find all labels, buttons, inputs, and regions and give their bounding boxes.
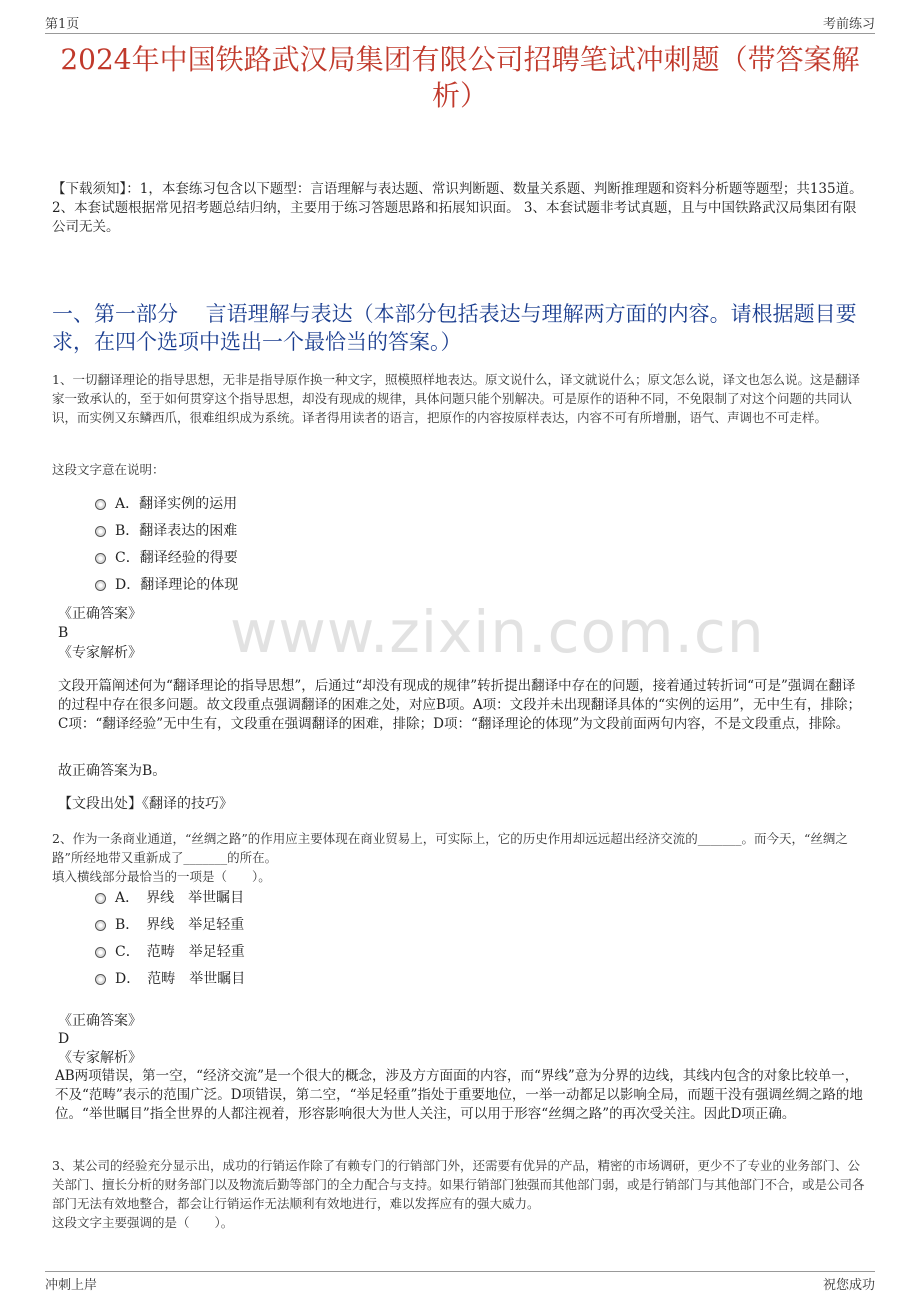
q1-option-a[interactable]: A．翻译实例的运用 — [95, 491, 238, 518]
q1-stem: 1、一切翻译理论的指导思想，无非是指导原作换一种文字，照模照样地表达。原文说什么，译文就说什么；原文怎么说，译文也怎么说。这是翻译家一致承认的，至于如何贯穿这个指导思想，却没有现成的规律，具体问题只能个别解决。可是原作的语种不同，不免限制了对这个问题的共同认识，而实例又东鳞西爪，很难组织成为系统。译者得用读者的语言，把原作的内容按原样表达，内容不可有所增删，语气、声调也不可走样。 — [52, 372, 860, 425]
q1-option-b[interactable]: B．翻译表达的困难 — [95, 518, 238, 545]
q1-answer: B — [58, 625, 69, 641]
radio-icon[interactable] — [95, 974, 106, 985]
q3-stem: 3、某公司的经验充分显示出，成功的行销运作除了有赖专门的行销部门外，还需要有优异的产品，精密的市场调研，更少不了专业的业务部门、公关部门、擅长分析的财务部门以及物流后勤等部门的全力配合与支持。如果行销部门独强而其他部门弱，或是行销部门与其他部门不合，或是公司各部门无法有效地整合，都会让行销运作无法顺利有效地进行，难以发挥应有的强大威力。 — [52, 1158, 865, 1211]
download-notice: 【下载须知】：1，本套练习包含以下题型：言语理解与表达题、常识判断题、数量关系题、判断推理题和资料分析题等题型；共135道。 2、本套试题根据常见招考题总结归纳，主要用于练习答题思路和拓展知识面。 3、本套试题非考试真题，且与中国铁路武汉局集团有限公司无关。 — [52, 181, 863, 235]
q2-analysis-label: 《专家解析》 — [58, 1050, 142, 1066]
section-heading: 一、第一部分 言语理解与表达（本部分包括表达与理解两方面的内容。请根据题目要求，在四个选项中选出一个最恰当的答案。） — [52, 302, 857, 354]
q1-analysis: 文段开篇阐述何为“翻译理论的指导思想”，后通过“却没有现成的规律”转折提出翻译中存在的问题，接着通过转折词“可是”强调在翻译的过程中存在很多问题。故文段重点强调翻译的困难之处，对应B项。A项：文段并未出现翻译具体的“实例的运用”，无中生有，排除；C项：“翻译经验”无中生有，文段重在强调翻译的困难，排除；D项：“翻译理论的体现”为文段前面两句内容，不是文段重点，排除。 — [58, 678, 861, 732]
radio-icon[interactable] — [95, 553, 106, 564]
q1-source: 【文段出处】《翻译的技巧》 — [58, 796, 233, 812]
q2-options — [95, 885, 245, 993]
q2-answer-label: 《正确答案》 — [58, 1013, 142, 1029]
page-footer — [45, 1271, 875, 1294]
radio-icon[interactable] — [95, 526, 106, 537]
q2-prompt: 填入横线部分最恰当的一项是（ ）。 — [52, 869, 271, 884]
q2-option-c[interactable]: C． 范畴 举足轻重 — [95, 939, 245, 966]
q2-answer: D — [58, 1031, 70, 1047]
watermark: www.zixin.com.cn — [230, 598, 765, 666]
q2-option-a[interactable]: A． 界线 举世瞩目 — [95, 885, 245, 912]
footer-left: 冲刺上岸 — [45, 1278, 98, 1293]
radio-icon[interactable] — [95, 893, 106, 904]
q1-analysis-label: 《专家解析》 — [58, 645, 142, 661]
q1-options — [95, 491, 238, 599]
q1-option-d[interactable]: D．翻译理论的体现 — [95, 572, 238, 599]
q2-option-b[interactable]: B． 界线 举足轻重 — [95, 912, 245, 939]
header-label: 考前练习 — [822, 17, 875, 32]
q1-answer-label: 《正确答案》 — [58, 606, 142, 622]
q1-conclusion: 故正确答案为B。 — [58, 763, 167, 779]
q2-analysis: AB两项错误，第一空，“经济交流”是一个很大的概念，涉及方方面面的内容，而“界线”意为分界的边线，其线内包含的对象比较单一，不及“范畴”表示的范围广泛。D项错误，第二空，“举足轻重”指处于重要地位，一举一动都足以影响全局，而题干没有强调丝绸之路的地位。“举世瞩目”指全世界的人都注视着，形容影响很大为世人关注，可以用于形容“丝绸之路”的再次受关注。因此D项正确。 — [55, 1068, 863, 1122]
q3-prompt: 这段文字主要强调的是（ ）。 — [52, 1215, 234, 1230]
radio-icon[interactable] — [95, 947, 106, 958]
footer-right: 祝您成功 — [822, 1278, 875, 1293]
radio-icon[interactable] — [95, 499, 106, 510]
radio-icon[interactable] — [95, 580, 106, 591]
page-number: 第1页 — [45, 17, 80, 32]
page-header — [45, 13, 875, 34]
q1-option-c[interactable]: C．翻译经验的得要 — [95, 545, 238, 572]
q1-prompt: 这段文字意在说明： — [52, 462, 165, 477]
q2-stem: 2、作为一条商业通道，“丝绸之路”的作用应主要体现在商业贸易上，可实际上，它的历史作用却远远超出经济交流的_______。而今天，“丝绸之路”所经地带又重新成了_______的所在。 — [52, 831, 848, 865]
document-title: 2024年中国铁路武汉局集团有限公司招聘笔试冲刺题（带答案解析） — [60, 43, 860, 112]
radio-icon[interactable] — [95, 920, 106, 931]
q2-option-d[interactable]: D． 范畴 举世瞩目 — [95, 966, 245, 993]
